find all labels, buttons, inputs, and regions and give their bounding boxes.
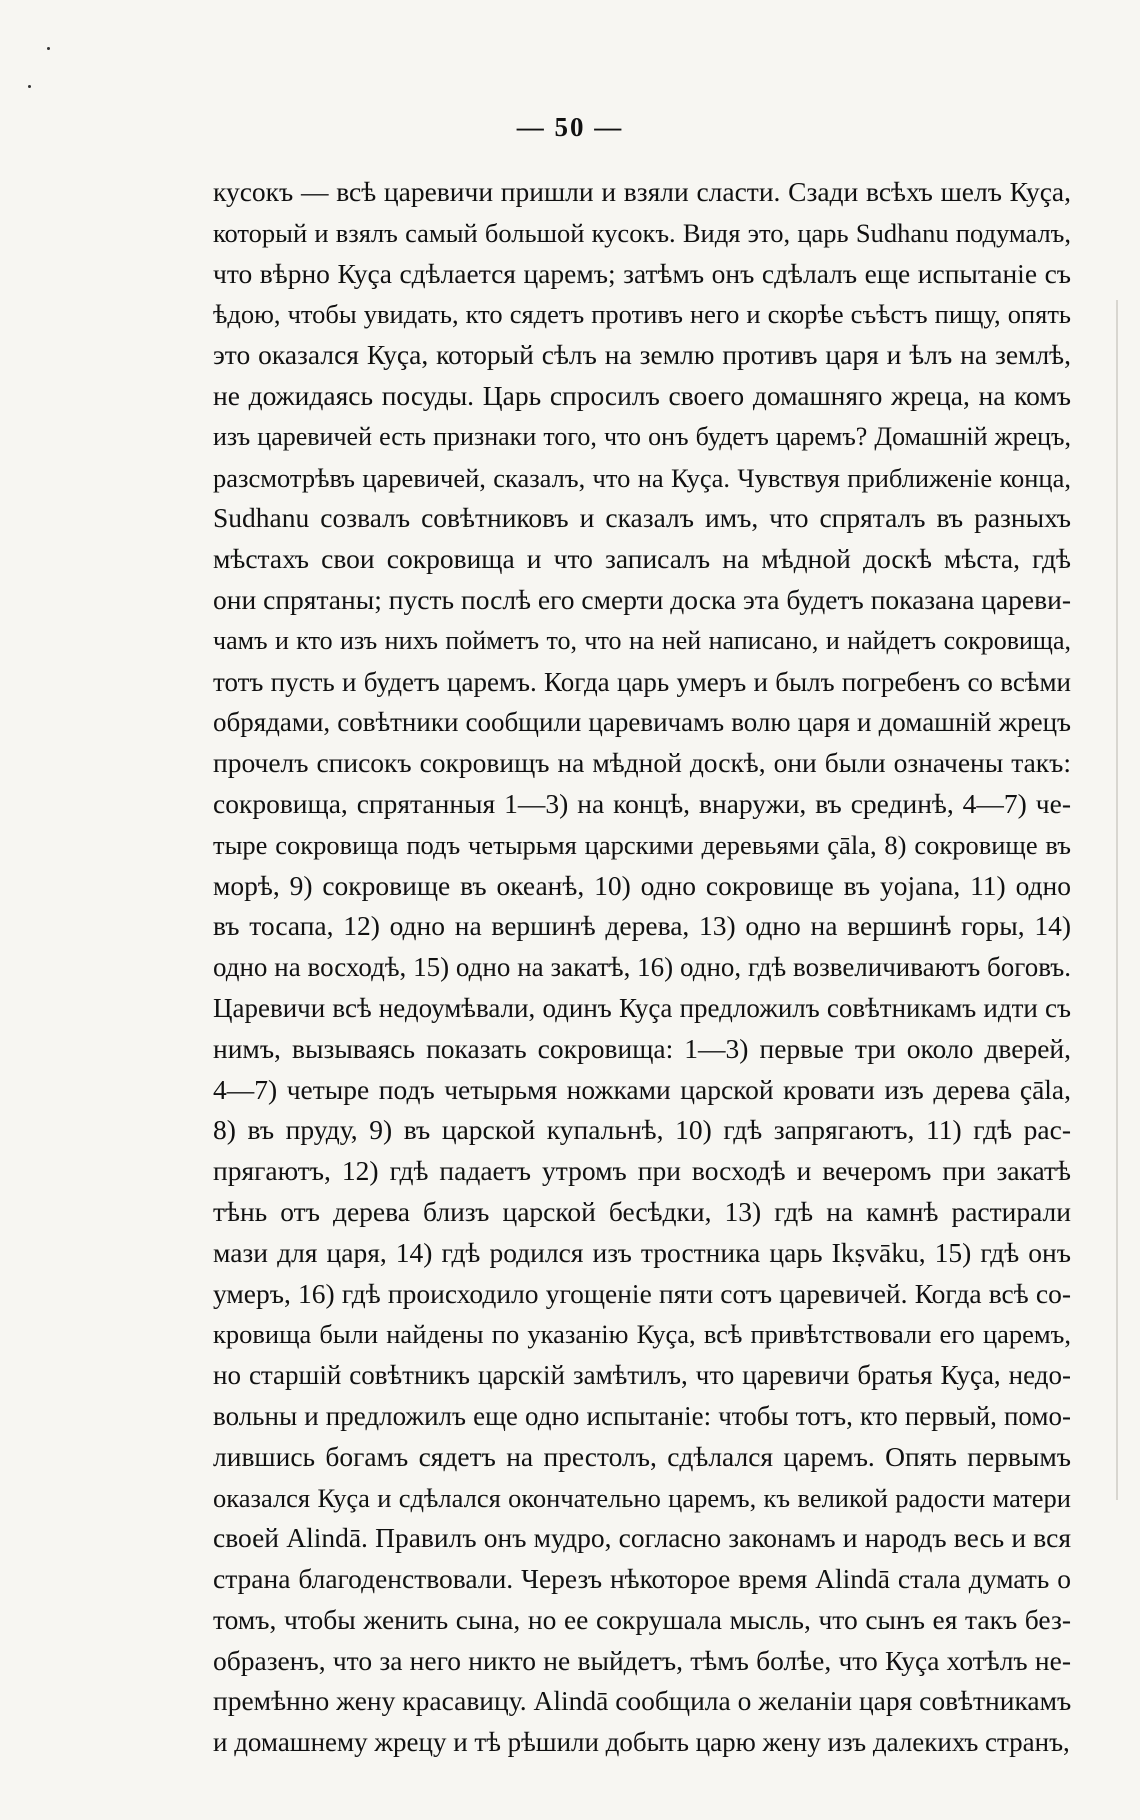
text-line: страна благоденствовали. Черезъ нѣкоторое время Alindā стала думать о	[213, 1563, 1071, 1595]
text-line: морѣ, 9) сокровище въ океанѣ, 10) одно сокровище въ yojana, 11) одно	[213, 869, 1071, 901]
text-line: который и взялъ самый большой кусокъ. Видя это, царь Sudhanu подумалъ,	[213, 217, 1071, 248]
text-line: прягаютъ, 12) гдѣ падаетъ утромъ при восходѣ и вечеромъ при закатѣ	[213, 1155, 1071, 1187]
text-line: вольны и предложилъ еще одно испытаніе: чтобы тотъ, кто первый, помо-	[213, 1400, 1071, 1431]
text-line: что вѣрно Куça сдѣлается царемъ; затѣмъ онъ сдѣлалъ еще испытаніе съ	[213, 257, 1071, 289]
text-line: Sudhanu созвалъ совѣтниковъ и сказалъ имъ, что спряталъ въ разныхъ	[213, 502, 1071, 534]
text-line: образенъ, что за него никто не выйдетъ, тѣмъ болѣе, что Куça хотѣлъ не-	[213, 1644, 1071, 1676]
text-line: Царевичи всѣ недоумѣвали, одинъ Куça предложилъ совѣтникамъ идти съ	[213, 992, 1071, 1023]
text-line: и домашнему жрецу и тѣ рѣшили добыть царю жену изъ далекихъ странъ,	[213, 1727, 1070, 1758]
text-line: одно на восходѣ, 15) одно на закатѣ, 16) одно, гдѣ возвеличиваютъ боговъ.	[213, 952, 1071, 983]
margin-speck	[28, 85, 31, 88]
text-line: 8) въ пруду, 9) въ царской купальнѣ, 10) гдѣ запрягаютъ, 11) гдѣ рас-	[213, 1114, 1071, 1146]
text-line: томъ, чтобы женить сына, но ее сокрушала мысль, что сынъ ея такъ без-	[213, 1603, 1071, 1635]
text-line: прочелъ списокъ сокровищъ на мѣдной доскѣ, они были означены такъ:	[213, 747, 1071, 779]
text-line: мази для царя, 14) гдѣ родился изъ тростника царь Ikṣvāku, 15) гдѣ онъ	[213, 1236, 1071, 1268]
text-line: кровища были найдены по указанію Куça, всѣ привѣтствовали его царемъ,	[213, 1319, 1071, 1350]
text-line: не дожидаясь посуды. Царь спросилъ своего домашняго жреца, на комъ	[213, 379, 1071, 411]
text-line: нимъ, вызываясь показать сокровища: 1—3) первые три около дверей,	[213, 1032, 1071, 1064]
text-line: тѣнь отъ дерева близъ царской бесѣдки, 13) гдѣ на камнѣ растирали	[213, 1195, 1071, 1227]
text-line: лившись богамъ сядетъ на престолъ, сдѣлался царемъ. Опять первымъ	[213, 1440, 1071, 1472]
text-line: своей Alindā. Правилъ онъ мудро, согласно законамъ и народъ весь и вся	[213, 1522, 1071, 1554]
text-line: разсмотрѣвъ царевичей, сказалъ, что на Куça. Чувствуя приближеніе конца,	[213, 462, 1071, 493]
text-line: они спрятаны; пусть послѣ его смерти доска эта будетъ показана цареви-	[213, 583, 1071, 615]
text-line: оказался Куça и сдѣлался окончательно царемъ, къ великой радости матери	[213, 1482, 1071, 1513]
text-line: изъ царевичей есть признаки того, что онъ будетъ царемъ? Домашній жрецъ,	[213, 421, 1071, 451]
page-number: — 50 —	[516, 112, 624, 142]
text-line: кусокъ — всѣ царевичи пришли и взяли сласти. Сзади всѣхъ шелъ Куça,	[213, 176, 1071, 207]
margin-speck	[47, 47, 50, 50]
text-line: обрядами, совѣтники сообщили царевичамъ волю царя и домашній жрецъ	[213, 707, 1071, 738]
text-line: тотъ пусть и будетъ царемъ. Когда царь умеръ и былъ погребенъ со всѣми	[213, 666, 1071, 697]
text-line: премѣнно жену красавицу. Alindā сообщила о желаніи царя совѣтникамъ	[213, 1685, 1072, 1717]
text-line: мѣстахъ свои сокровища и что записалъ на мѣдной доскѣ мѣста, гдѣ	[213, 543, 1071, 575]
text-line: ѣдою, чтобы увидать, кто сядетъ противъ него и скорѣе съѣстъ пищу, опять	[213, 299, 1071, 330]
page-edge-shadow	[1116, 300, 1118, 1500]
text-line: умеръ, 16) гдѣ происходило угощеніе пяти сотъ царевичей. Когда всѣ со-	[213, 1277, 1071, 1309]
text-line: это оказался Куça, который сѣлъ на землю противъ царя и ѣлъ на землѣ,	[213, 339, 1071, 371]
text-line: чамъ и кто изъ нихъ пойметъ то, что на ней написано, и найдетъ сокровища,	[213, 625, 1071, 655]
body-text	[213, 172, 1071, 1763]
text-line: 4—7) четыре подъ четырьмя ножками царской кровати изъ дерева çāla,	[213, 1073, 1071, 1105]
text-line: въ тосапа, 12) одно на вершинѣ дерева, 13) одно на вершинѣ горы, 14)	[213, 910, 1071, 942]
text-line: но старшій совѣтникъ царскій замѣтилъ, что царевичи братья Куça, недо-	[213, 1360, 1071, 1391]
text-line: сокровища, спрятанныя 1—3) на концѣ, внаружи, въ срединѣ, 4—7) че-	[213, 787, 1071, 819]
text-line: тыре сокровища подъ четырьмя царскими деревьями çāla, 8) сокровище въ	[213, 829, 1071, 860]
